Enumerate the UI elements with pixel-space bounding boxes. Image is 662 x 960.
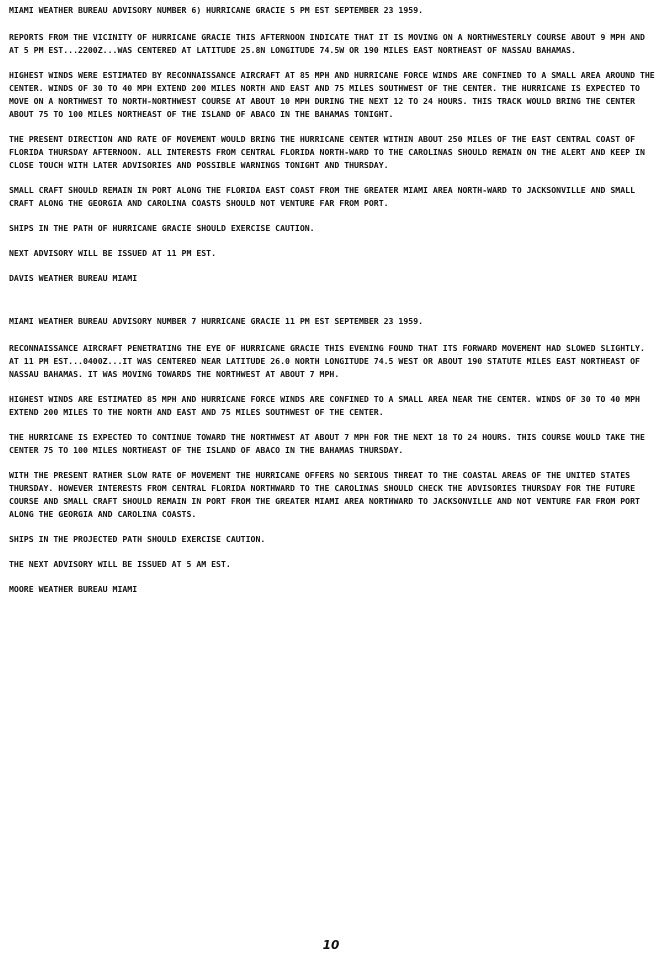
advisory-6-signature: DAVIS WEATHER BUREAU MIAMI <box>9 273 138 283</box>
advisory-7-header: MIAMI WEATHER BUREAU ADVISORY NUMBER 7 HURRICANE GRACIE 11 PM EST SEPTEMBER 23 1959. <box>9 316 424 326</box>
advisory-text <box>9 4 655 608</box>
advisory-7-paragraph: THE NEXT ADVISORY WILL BE ISSUED AT 5 AM EST. <box>9 559 231 569</box>
page-number: 10 <box>322 938 340 952</box>
advisory-spacer <box>9 297 655 315</box>
advisory-7-paragraph: HIGHEST WINDS ARE ESTIMATED 85 MPH AND HURRICANE FORCE WINDS ARE CONFINED TO A SMALL AREA NEAR THE CENTER. WINDS OF 30 TO 40 MPH EXTEND 200 MILES TO THE NORTH AND EAST AND 75 MILES SOUTHWEST OF THE CENTER. <box>9 394 640 417</box>
advisory-7-paragraph: WITH THE PRESENT RATHER SLOW RATE OF MOVEMENT THE HURRICANE OFFERS NO SERIOUS THREAT TO THE COASTAL AREAS OF THE UNITED STATES THURSDAY. HOWEVER INTERESTS FROM CENTRAL FLORIDA NORTHWARD TO THE CAROLINAS SHOULD CHECK THE ADVISORIES THURSDAY FOR THE FUTURE COURSE AND SMALL CRAFT SHOULD REMAIN IN PORT FROM THE GREATER MIAMI AREA NORTHWARD TO JACKSONVILLE AND NOT VENTURE FAR FROM PORT ALONG THE GEORGIA AND CAROLINA COASTS. <box>9 470 640 519</box>
advisory-6-header: MIAMI WEATHER BUREAU ADVISORY NUMBER 6) HURRICANE GRACIE 5 PM EST SEPTEMBER 23 1959. <box>9 5 424 15</box>
advisory-6-paragraph: SMALL CRAFT SHOULD REMAIN IN PORT ALONG THE FLORIDA EAST COAST FROM THE GREATER MIAMI AREA NORTH-WARD TO JACKSONVILLE AND SMALL CRAFT ALONG THE GEORGIA AND CAROLINA COASTS SHOULD NOT VENTURE FAR FROM PORT. <box>9 185 636 208</box>
advisory-6-paragraph: SHIPS IN THE PATH OF HURRICANE GRACIE SHOULD EXERCISE CAUTION. <box>9 223 315 233</box>
advisory-7-paragraph: RECONNAISSANCE AIRCRAFT PENETRATING THE EYE OF HURRICANE GRACIE THIS EVENING FOUND THAT ITS FORWARD MOVEMENT HAD SLOWED SLIGHTLY. AT 11 PM EST...0400Z...IT WAS CENTERED NEAR LATITUDE 26.0 NORTH LONGITUDE 74.5 WEST OR ABOUT 190 STATUTE MILES EAST NORTHEAST OF NASSAU BAHAMAS. IT WAS MOVING TOWARDS THE NORTHWEST AT ABOUT 7 MPH. <box>9 343 645 379</box>
advisory-7-paragraph: SHIPS IN THE PROJECTED PATH SHOULD EXERCISE CAUTION. <box>9 534 266 544</box>
advisory-6-paragraph: NEXT ADVISORY WILL BE ISSUED AT 11 PM EST. <box>9 248 217 258</box>
advisory-6-paragraph: THE PRESENT DIRECTION AND RATE OF MOVEMENT WOULD BRING THE HURRICANE CENTER WITHIN ABOUT 250 MILES OF THE EAST CENTRAL COAST OF FLORIDA THURSDAY AFTERNOON. ALL INTERESTS FROM CENTRAL FLORIDA NORTH-WARD TO THE CAROLINAS SHOULD REMAIN ON THE ALERT AND KEEP IN CLOSE TOUCH WITH LATER ADVISORIES AND POSSIBLE WARNINGS TONIGHT AND THURSDAY. <box>9 134 645 170</box>
advisory-7-signature: MOORE WEATHER BUREAU MIAMI <box>9 584 138 594</box>
advisory-7-paragraph: THE HURRICANE IS EXPECTED TO CONTINUE TOWARD THE NORTHWEST AT ABOUT 7 MPH FOR THE NEXT 18 TO 24 HOURS. THIS COURSE WOULD TAKE THE CENTER 75 TO 100 MILES NORTHEAST OF THE ISLAND OF ABACO IN THE BAHAMAS THURSDAY. <box>9 432 645 455</box>
advisory-6-paragraph: HIGHEST WINDS WERE ESTIMATED BY RECONNAISSANCE AIRCRAFT AT 85 MPH AND HURRICANE FORCE WINDS ARE CONFINED TO A SMALL AREA AROUND THE CENTER. WINDS OF 30 TO 40 MPH EXTEND 200 MILES NORTH AND EAST AND 75 MILES SOUTHWEST OF THE CENTER. THE HURRICANE IS EXPECTED TO MOVE ON A NORTHWEST TO NORTH-NORTHWEST COURSE AT ABOUT 10 MPH DURING THE NEXT 12 TO 24 HOURS. THIS TRACK WOULD BRING THE CENTER ABOUT 75 TO 100 MILES NORTHEAST OF THE ISLAND OF ABACO IN THE BAHAMAS TONIGHT. <box>9 70 655 119</box>
advisory-6-paragraph: REPORTS FROM THE VICINITY OF HURRICANE GRACIE THIS AFTERNOON INDICATE THAT IT IS MOVING ON A NORTHWESTERLY COURSE ABOUT 9 MPH AND AT 5 PM EST...2200Z...WAS CENTERED AT LATITUDE 25.8N LONGITUDE 74.5W OR 190 MILES EAST NORTHEAST OF NASSAU BAHAMAS. <box>9 32 645 55</box>
